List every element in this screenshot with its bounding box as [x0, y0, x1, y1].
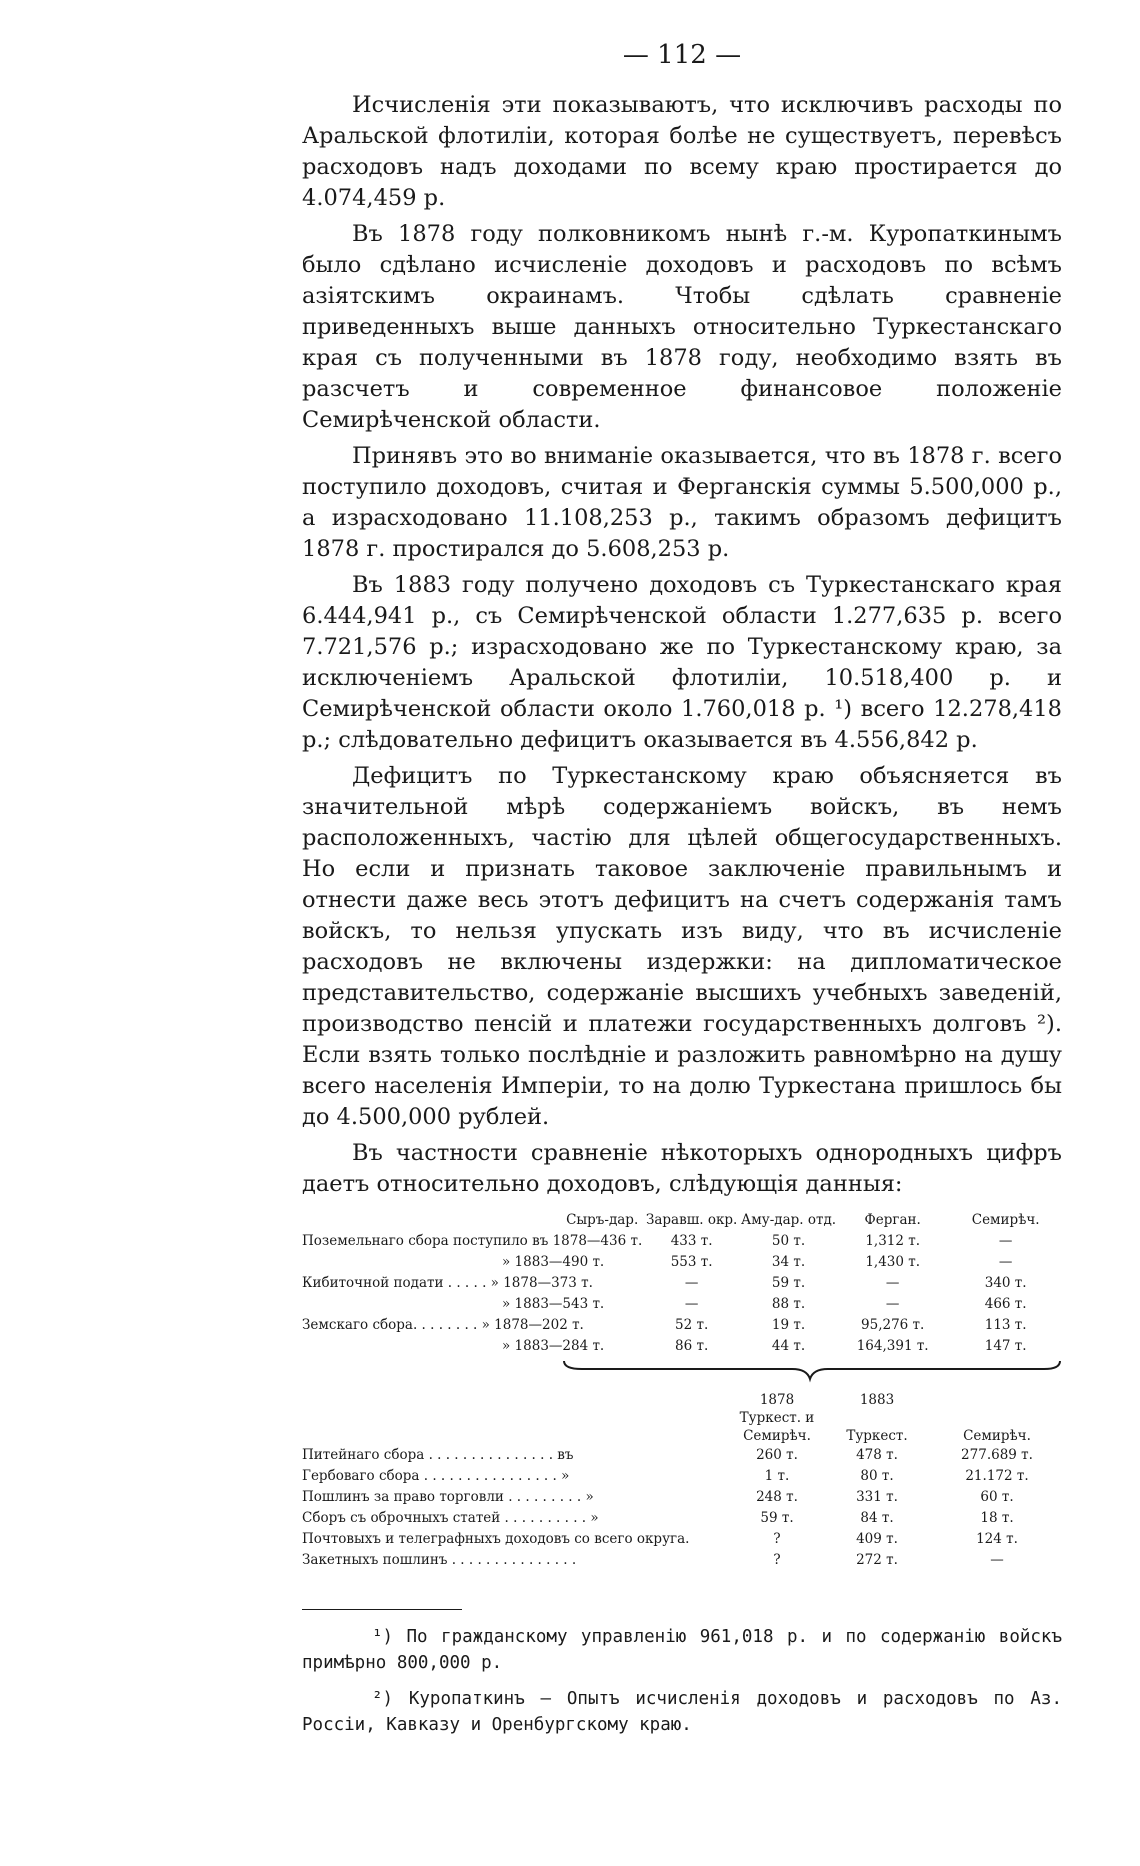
table-header-years [302, 1391, 1062, 1409]
row-label: Почтовыхъ и телеграфныхъ доходовъ со всего округа. [302, 1531, 690, 1547]
table-row [302, 1315, 1062, 1336]
paragraph-5: Дефицитъ по Туркестанскому краю объясняется въ значительной мѣрѣ содержаніемъ войскъ, въ немъ расположенныхъ, частію для цѣлей общегосударственныхъ. Но если и признать таковое заключеніе правильнымъ и отнести даже весь этотъ дефицитъ на счетъ содержанія тамъ войскъ, то нельзя упускать изъ виду, что въ исчисленіе расходовъ не включены издержки: на дипломатическое представительство, содержаніе высшихъ учебныхъ заведеній, производство пенсій и платежи государственныхъ долговъ ²). Если взять только послѣдніе и разложить равномѣрно на душу всего населенія Имперіи, то на долю Туркестана пришлось бы до 4.500,000 рублей. [302, 763, 1062, 1130]
paragraph-3: Принявъ это во вниманіе оказывается, что въ 1878 г. всего поступило доходовъ, считая и Ферганскія суммы 5.500,000 р., а израсходовано 11.108,253 р., такимъ образомъ дефицитъ 1878 г. простирался до 5.608,253 р. [302, 443, 1062, 562]
table-row [302, 1508, 1062, 1529]
row-label: Сборъ съ оброчныхъ статей . . . . . . . . . . » [302, 1510, 599, 1526]
cell: 277.689 т. [961, 1447, 1033, 1463]
row-label: Земскаго сбора. . . . . . . . » 1878—202 т. [302, 1317, 584, 1333]
header-1878: 1878 [759, 1392, 795, 1408]
cell: 52 т. [675, 1317, 709, 1333]
cell: 1 т. [764, 1468, 790, 1484]
cell: 164,391 т. [856, 1338, 929, 1354]
brace-icon [302, 1357, 1062, 1391]
table-row [302, 1487, 1062, 1508]
table-row [302, 1336, 1062, 1357]
cell: — [684, 1275, 699, 1291]
row-label: Закетныхъ пошлинъ . . . . . . . . . . . . . . . [302, 1552, 577, 1568]
cell: 21.172 т. [965, 1468, 1029, 1484]
page-number: — 112 — [622, 40, 742, 70]
row-label: » 1883—284 т. [502, 1338, 605, 1354]
table-header-row [302, 1210, 1062, 1231]
paragraph-4: Въ 1883 году получено доходовъ съ Туркестанскаго края 6.444,941 р., съ Семирѣченской области 1.277,635 р. всего 7.721,576 р.; израсходовано же по Туркестанскому краю, за исключеніемъ Аральской флотиліи, 10.518,400 р. и Семирѣченской области около 1.760,018 р. ¹) всего 12.278,418 р.; слѣдовательно дефицитъ оказывается въ 4.556,842 р. [302, 572, 1062, 753]
header-1883-turkestan: Туркест. [846, 1428, 908, 1444]
grouping-brace [302, 1357, 1062, 1391]
cell: 1,312 т. [865, 1233, 921, 1249]
cell: 409 т. [856, 1531, 898, 1547]
footnote-1: ¹) По гражданскому управленію 961,018 р. и по содержанію войскъ примѣрно 800,000 р. [302, 1627, 1062, 1673]
cell: 260 т. [756, 1447, 798, 1463]
paragraph-2: Въ 1878 году полковникомъ нынѣ г.-м. Куропаткинымъ было сдѣлано исчисленіе доходовъ и расходовъ по всѣмъ азіятскимъ окраинамъ. Чтобы сдѣлать сравненіе приведенныхъ выше данныхъ относительно Туркестанскаго края съ полученными въ 1878 году, необходимо взять въ разсчетъ и современное финансовое положеніе Семирѣченской области. [302, 221, 1062, 433]
cell: 60 т. [980, 1489, 1014, 1505]
cell: — [684, 1296, 699, 1312]
header-amu-darya: Аму-дар. отд. [741, 1212, 837, 1228]
table-row [302, 1294, 1062, 1315]
header-zaravshan: Заравш. окр. [645, 1212, 738, 1228]
header-1883-semirechye: Семирѣч. [963, 1428, 1031, 1444]
row-label: Кибиточной подати . . . . . » 1878—373 т. [302, 1275, 593, 1291]
document-page [302, 40, 1062, 1748]
cell: 553 т. [670, 1254, 713, 1270]
cell: — [998, 1254, 1013, 1270]
cell: 59 т. [771, 1275, 806, 1291]
cell: 466 т. [984, 1296, 1027, 1312]
row-label: Гербоваго сбора . . . . . . . . . . . . . . . . » [302, 1468, 570, 1484]
table-row [302, 1273, 1062, 1294]
table-row [302, 1445, 1062, 1466]
table-row [302, 1550, 1062, 1571]
cell: 1,430 т. [865, 1254, 921, 1270]
row-label: » 1883—490 т. [502, 1254, 605, 1270]
row-label: Поземельнаго сбора поступило въ 1878—436 т. [302, 1233, 643, 1249]
table-row [302, 1529, 1062, 1550]
cell: 59 т. [760, 1510, 794, 1526]
cell: 44 т. [771, 1338, 806, 1354]
table-row [302, 1231, 1062, 1252]
cell: 80 т. [860, 1468, 894, 1484]
header-fergana: Ферган. [864, 1212, 921, 1228]
cell: — [885, 1275, 900, 1291]
table-header-sub [302, 1409, 1062, 1445]
cell: 50 т. [771, 1233, 806, 1249]
header-1883: 1883 [859, 1392, 895, 1408]
paragraph-1: Исчисленія эти показываютъ, что исключивъ расходы по Аральской флотиліи, которая болѣе не существуетъ, перевѣсъ расходовъ надъ доходами по всему краю простирается до 4.074,459 р. [302, 92, 1062, 211]
table-row [302, 1466, 1062, 1487]
cell: 34 т. [771, 1254, 806, 1270]
paragraph-6: Въ частности сравненіе нѣкоторыхъ однородныхъ цифръ даетъ относительно доходовъ, слѣдующія данныя: [302, 1140, 1062, 1197]
table-row [302, 1252, 1062, 1273]
cell: 88 т. [771, 1296, 806, 1312]
cell: 113 т. [984, 1317, 1027, 1333]
cell: 19 т. [771, 1317, 806, 1333]
cell: 433 т. [670, 1233, 713, 1249]
cell: — [998, 1233, 1013, 1249]
cell: 95,276 т. [861, 1317, 925, 1333]
cell: ? [773, 1531, 781, 1547]
row-label: Питейнаго сбора . . . . . . . . . . . . . . . въ [302, 1447, 574, 1463]
cell: ? [773, 1552, 781, 1568]
cell: 340 т. [984, 1275, 1027, 1291]
header-1878-sub: Туркест. и Семирѣч. [739, 1410, 815, 1444]
cell: 124 т. [976, 1531, 1018, 1547]
header-semirechye: Семирѣч. [971, 1212, 1040, 1228]
cell: 84 т. [860, 1510, 894, 1526]
revenue-table-regions [302, 1210, 1062, 1357]
row-label: Пошлинъ за право торговли . . . . . . . . . » [302, 1489, 594, 1505]
cell: 18 т. [980, 1510, 1014, 1526]
revenue-table-comparison [302, 1391, 1062, 1571]
cell: — [885, 1296, 900, 1312]
cell: 86 т. [675, 1338, 709, 1354]
cell: — [990, 1552, 1004, 1568]
footnote-2: ²) Куропаткинъ — Опытъ исчисленія доходовъ и расходовъ по Аз. Россіи, Кавказу и Оренбургскому краю. [302, 1689, 1062, 1735]
cell: 272 т. [856, 1552, 898, 1568]
row-label: » 1883—543 т. [502, 1296, 605, 1312]
cell: 147 т. [984, 1338, 1027, 1354]
cell: 331 т. [856, 1489, 898, 1505]
cell: 478 т. [856, 1447, 898, 1463]
footnote-divider [302, 1609, 462, 1610]
cell: 248 т. [756, 1489, 798, 1505]
header-syr-darya: Сыръ-дар. [566, 1212, 639, 1228]
